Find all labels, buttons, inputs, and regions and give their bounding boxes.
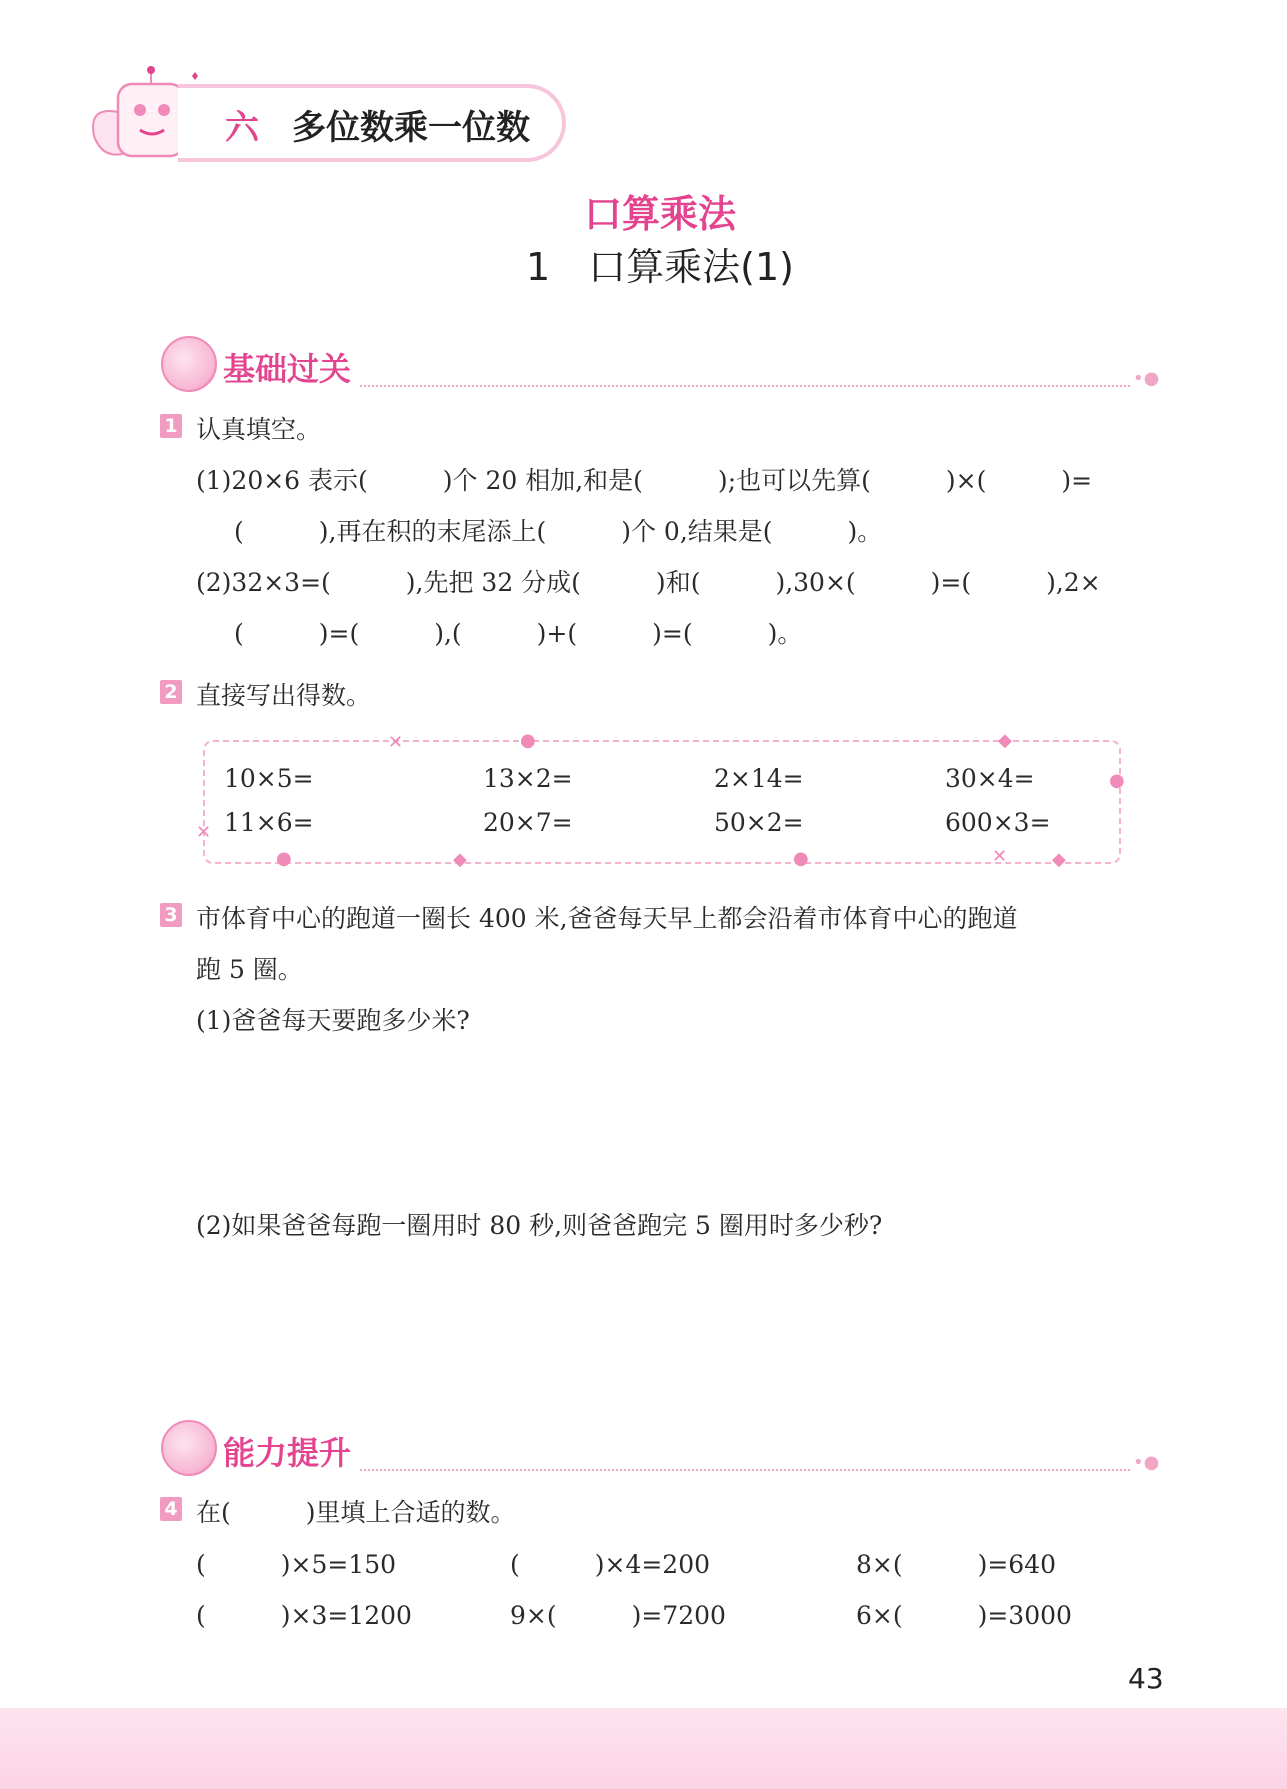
question-prompt: 认真填空。	[196, 415, 322, 444]
dot-icon: ●	[793, 848, 809, 869]
question-prompt: 在( )里填上合适的数。	[196, 1498, 516, 1527]
fill-item: 9×( )=7200	[510, 1601, 726, 1630]
dots-icon: •●	[1133, 368, 1160, 389]
question-prompt: 直接写出得数。	[196, 681, 372, 710]
question-line: ( ),再在积的末尾添上( )个 0,结果是( )。	[234, 517, 883, 546]
calc-item: 600×3=	[945, 808, 1051, 837]
dot-icon: ●	[1109, 770, 1125, 791]
calculation-box	[203, 740, 1121, 864]
calc-item: 11×6=	[224, 808, 314, 837]
question-line: (1)20×6 表示( )个 20 相加,和是( );也可以先算( )×( )=	[196, 466, 1093, 495]
fill-item: 8×( )=640	[856, 1550, 1057, 1579]
calc-item: 13×2=	[483, 764, 573, 793]
question-line: ( )=( ),( )+( )=( )。	[234, 619, 803, 648]
calc-item: 30×4=	[945, 764, 1035, 793]
banner-divider	[360, 385, 1130, 387]
question-number: 1	[160, 414, 182, 438]
cross-icon: ✕	[388, 732, 404, 753]
calc-item: 20×7=	[483, 808, 573, 837]
section-basic-label: 基础过关	[223, 350, 352, 388]
diamond-icon: ◆	[998, 730, 1012, 751]
question-line: (2)如果爸爸每跑一圈用时 80 秒,则爸爸跑完 5 圈用时多少秒?	[196, 1211, 883, 1240]
diamond-icon: ◆	[1052, 849, 1066, 870]
cross-icon: ✕	[992, 846, 1008, 867]
question-number: 3	[160, 903, 182, 927]
cross-icon: ✕	[196, 822, 212, 843]
section-title: 口算乘法	[583, 192, 736, 236]
banner-divider	[360, 1469, 1130, 1471]
chapter-title: 多位数乘一位数	[292, 108, 530, 148]
dot-icon: ●	[276, 848, 292, 869]
page-number: 43	[1128, 1662, 1164, 1695]
question-number: 2	[160, 680, 182, 704]
girl-avatar-icon	[161, 336, 217, 392]
fill-item: ( )×4=200	[510, 1550, 711, 1579]
monkey-avatar-icon	[161, 1420, 217, 1476]
footer-band	[0, 1708, 1287, 1789]
lesson-title: 1 口算乘法(1)	[525, 245, 794, 289]
fill-item: ( )×3=1200	[196, 1601, 412, 1630]
calc-item: 2×14=	[714, 764, 804, 793]
calc-item: 10×5=	[224, 764, 314, 793]
question-line: (1)爸爸每天要跑多少米?	[196, 1006, 470, 1035]
question-number: 4	[160, 1497, 182, 1521]
question-prompt: 跑 5 圈。	[196, 955, 303, 984]
question-prompt: 市体育中心的跑道一圈长 400 米,爸爸每天早上都会沿着市体育中心的跑道	[196, 904, 1018, 933]
fill-item: ( )×5=150	[196, 1550, 397, 1579]
chapter-number: 六	[225, 108, 259, 148]
dots-icon: •●	[1133, 1452, 1160, 1473]
calc-item: 50×2=	[714, 808, 804, 837]
dot-icon: ●	[520, 730, 536, 751]
question-line: (2)32×3=( ),先把 32 分成( )和( ),30×( )=( ),2×	[196, 568, 1101, 597]
fill-item: 6×( )=3000	[856, 1601, 1072, 1630]
diamond-icon: ◆	[453, 849, 467, 870]
section-advanced-label: 能力提升	[223, 1434, 352, 1472]
